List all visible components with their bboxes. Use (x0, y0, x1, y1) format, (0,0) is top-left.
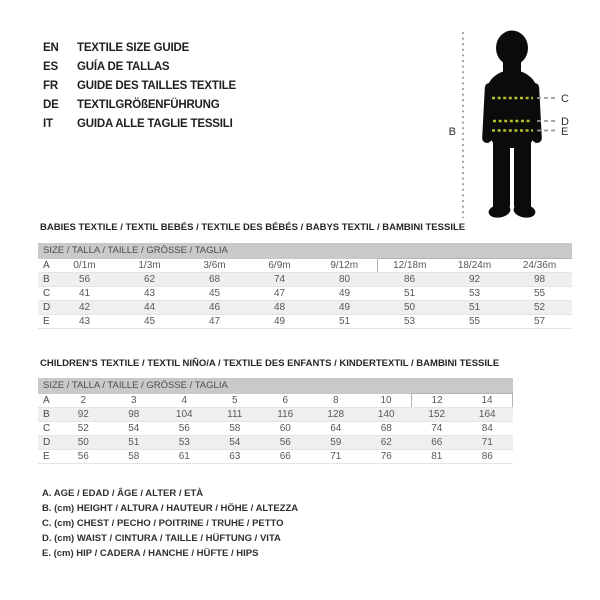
language-label: TEXTILE SIZE GUIDE (77, 42, 190, 54)
value-cell: 47 (182, 315, 247, 329)
value-cell: 66 (260, 450, 311, 464)
value-cell: 46 (182, 301, 247, 315)
row-label: A (38, 259, 52, 273)
value-cell: 51 (377, 287, 442, 301)
value-cell: 86 (377, 273, 442, 287)
size-cell: 2 (58, 394, 109, 408)
size-cell: 24/36m (507, 259, 572, 273)
language-row (43, 77, 236, 96)
size-cell: 8 (311, 394, 362, 408)
legend-age: A. AGE / EDAD / ÂGE / ALTER / ETÀ (42, 488, 204, 499)
value-cell: 71 (462, 436, 513, 450)
table-row-waist (38, 301, 572, 315)
value-cell: 49 (312, 301, 377, 315)
size-cell: 6 (260, 394, 311, 408)
size-cell: 10 (361, 394, 412, 408)
table-row-chest (38, 287, 572, 301)
child-silhouette (482, 31, 542, 220)
waist-label: D (561, 116, 569, 128)
table-header-row (38, 378, 513, 394)
babies-section-title: BABIES TEXTILE / TEXTIL BEBÉS / TEXTILE DES BÉBÉS / BABYS TEXTIL / BAMBINI TESSILE (40, 222, 466, 233)
language-label: GUÍA DE TALLAS (77, 61, 170, 73)
value-cell: 56 (52, 273, 117, 287)
table-row-age (38, 394, 513, 408)
row-label: C (38, 422, 58, 436)
babies-size-table (38, 243, 572, 329)
size-cell: 12 (412, 394, 463, 408)
language-label: GUIDA ALLE TAGLIE TESSILI (77, 118, 233, 130)
measurement-figure (440, 15, 600, 225)
value-cell: 66 (412, 436, 463, 450)
row-label: C (38, 287, 52, 301)
value-cell: 60 (260, 422, 311, 436)
table-row-hip (38, 450, 513, 464)
value-cell: 81 (412, 450, 463, 464)
size-cell: 3/6m (182, 259, 247, 273)
value-cell: 56 (260, 436, 311, 450)
value-cell: 164 (462, 408, 513, 422)
language-row (43, 96, 236, 115)
value-cell: 61 (159, 450, 210, 464)
value-cell: 71 (311, 450, 362, 464)
value-cell: 44 (117, 301, 182, 315)
value-cell: 48 (247, 301, 312, 315)
language-row (43, 39, 236, 58)
language-code: ES (43, 61, 58, 73)
value-cell: 86 (462, 450, 513, 464)
value-cell: 59 (311, 436, 362, 450)
table-header-row (38, 243, 572, 259)
measurement-legend (42, 486, 298, 561)
value-cell: 63 (210, 450, 261, 464)
size-cell: 12/18m (377, 259, 442, 273)
value-cell: 64 (311, 422, 362, 436)
language-row (43, 115, 236, 134)
language-code: DE (43, 99, 59, 111)
language-list (43, 39, 236, 134)
value-cell: 53 (159, 436, 210, 450)
child-silhouette-figure (440, 15, 600, 225)
value-cell: 62 (361, 436, 412, 450)
legend-height: B. (cm) HEIGHT / ALTURA / HAUTEUR / HÖHE / ALTEZZA (42, 503, 299, 514)
size-header-cell: SIZE / TALLA / TAILLE / GRÖSSE / TAGLIA (38, 378, 513, 394)
value-cell: 54 (109, 422, 160, 436)
legend-hip: E. (cm) HIP / CADERA / HANCHE / HÜFTE / HIPS (42, 548, 259, 559)
value-cell: 74 (247, 273, 312, 287)
value-cell: 92 (442, 273, 507, 287)
value-cell: 92 (58, 408, 109, 422)
value-cell: 45 (117, 315, 182, 329)
height-label: B (448, 126, 456, 138)
row-label: E (38, 450, 58, 464)
children-size-table (38, 378, 513, 464)
size-header-cell: SIZE / TALLA / TAILLE / GRÖSSE / TAGLIA (38, 243, 572, 259)
table-row-waist (38, 436, 513, 450)
row-label: D (38, 436, 58, 450)
value-cell: 50 (377, 301, 442, 315)
size-cell: 4 (159, 394, 210, 408)
value-cell: 68 (361, 422, 412, 436)
value-cell: 68 (182, 273, 247, 287)
size-cell: 5 (210, 394, 261, 408)
value-cell: 55 (442, 315, 507, 329)
value-cell: 53 (377, 315, 442, 329)
legend-waist: D. (cm) WAIST / CINTURA / TAILLE / HÜFTUNG / VITA (42, 533, 281, 544)
language-code: FR (43, 80, 58, 92)
language-label: TEXTILGRÖßENFÜHRUNG (77, 99, 220, 111)
value-cell: 80 (312, 273, 377, 287)
size-cell: 1/3m (117, 259, 182, 273)
value-cell: 43 (52, 315, 117, 329)
value-cell: 84 (462, 422, 513, 436)
value-cell: 50 (58, 436, 109, 450)
value-cell: 111 (210, 408, 261, 422)
value-cell: 58 (109, 450, 160, 464)
value-cell: 54 (210, 436, 261, 450)
table-row-height (38, 408, 513, 422)
value-cell: 56 (159, 422, 210, 436)
table-row-height (38, 273, 572, 287)
value-cell: 52 (507, 301, 572, 315)
value-cell: 51 (312, 315, 377, 329)
value-cell: 140 (361, 408, 412, 422)
row-label: D (38, 301, 52, 315)
size-cell: 14 (462, 394, 513, 408)
language-row (43, 58, 236, 77)
language-code: EN (43, 42, 59, 54)
value-cell: 47 (247, 287, 312, 301)
row-label: B (38, 273, 52, 287)
hip-label: E (561, 126, 569, 138)
value-cell: 128 (311, 408, 362, 422)
row-label: A (38, 394, 58, 408)
value-cell: 49 (312, 287, 377, 301)
table-row-hip (38, 315, 572, 329)
value-cell: 74 (412, 422, 463, 436)
value-cell: 43 (117, 287, 182, 301)
size-cell: 18/24m (442, 259, 507, 273)
size-cell: 3 (109, 394, 160, 408)
table-row-age (38, 259, 572, 273)
language-label: GUIDE DES TAILLES TEXTILE (77, 80, 236, 92)
value-cell: 55 (507, 287, 572, 301)
value-cell: 104 (159, 408, 210, 422)
children-section-title: CHILDREN'S TEXTILE / TEXTIL NIÑO/A / TEXTILE DES ENFANTS / KINDERTEXTIL / BAMBINI TESSILE (40, 358, 500, 369)
value-cell: 49 (247, 315, 312, 329)
value-cell: 98 (507, 273, 572, 287)
value-cell: 76 (361, 450, 412, 464)
row-label: E (38, 315, 52, 329)
value-cell: 51 (442, 301, 507, 315)
legend-chest: C. (cm) CHEST / PECHO / POITRINE / TRUHE / PETTO (42, 518, 284, 529)
value-cell: 42 (52, 301, 117, 315)
value-cell: 62 (117, 273, 182, 287)
value-cell: 41 (52, 287, 117, 301)
value-cell: 52 (58, 422, 109, 436)
language-code: IT (43, 118, 53, 130)
size-cell: 0/1m (52, 259, 117, 273)
value-cell: 58 (210, 422, 261, 436)
value-cell: 116 (260, 408, 311, 422)
value-cell: 57 (507, 315, 572, 329)
value-cell: 56 (58, 450, 109, 464)
value-cell: 98 (109, 408, 160, 422)
size-cell: 6/9m (247, 259, 312, 273)
value-cell: 45 (182, 287, 247, 301)
chest-label: C (561, 93, 569, 105)
value-cell: 51 (109, 436, 160, 450)
value-cell: 152 (412, 408, 463, 422)
size-cell: 9/12m (312, 259, 377, 273)
table-row-chest (38, 422, 513, 436)
value-cell: 53 (442, 287, 507, 301)
row-label: B (38, 408, 58, 422)
